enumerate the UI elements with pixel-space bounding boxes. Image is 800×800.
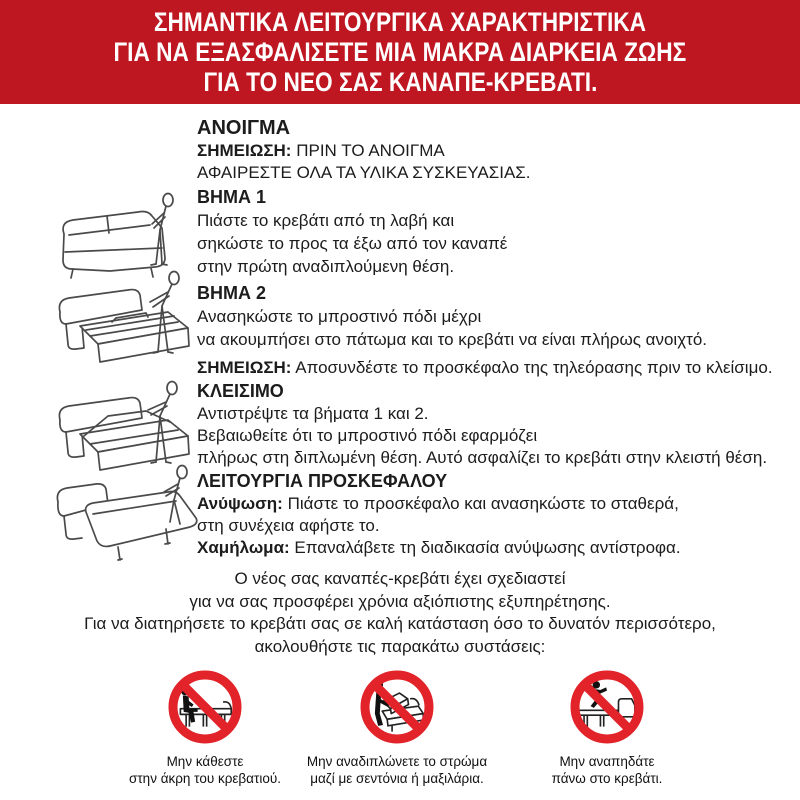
outro-paragraph [0,568,800,658]
opening-note-line-2: ΑΦΑΙΡΕΣΤΕ ΟΛΑ ΤΑ ΥΛΙΚΑ ΣΥΣΚΕΥΑΣΙΑΣ. [197,163,531,182]
note-label: ΣΗΜΕΙΩΣΗ: [197,141,292,160]
headrest-lower-line: Χαμήλωμα: Επαναλάβετε τη διαδικασία ανύψωσης αντίστροφα. [197,538,681,557]
banner-line-2: ΓΙΑ ΝΑ ΕΞΑΣΦΑΛΙΣΕΤΕ ΜΙΑ ΜΑΚΡΑ ΔΙΑΡΚΕΙΑ ΖΩΗΣ [113,37,687,67]
banner-line-1: ΣΗΜΑΝΤΙΚΑ ΛΕΙΤΟΥΡΓΙΚΑ ΧΑΡΑΚΤΗΡΙΣΤΙΚΑ [153,7,647,37]
step2-title: ΒΗΜΑ 2 [197,283,267,303]
headrest-title: ΛΕΙΤΟΥΡΓΙΑ ΠΡΟΣΚΕΦΑΛΟΥ [197,471,448,491]
no-jumping-on-bed-icon [566,666,648,748]
outro-line-4: ακολουθήστε τις παρακάτω συστάσεις: [254,636,546,656]
outro-line-1: Ο νέος σας καναπές-κρεβάτι έχει σχεδιαστεί [234,569,566,588]
raise-label: Ανύψωση: [197,494,283,513]
prohibition-caption: Μην αναπηδάτε πάνω στο κρεβάτι. [551,754,663,786]
open-bed-headrest-illustration [48,462,210,564]
section-step2 [197,282,707,351]
step1-line-2: σηκώστε το προς τα έξω από τον καναπέ [197,234,508,253]
header-banner [0,0,800,104]
step1-line-3: στην πρώτη αναδιπλούμενη θέση. [197,257,455,276]
closing-line-1: Αντιστρέψτε τα βήματα 1 και 2. [197,404,429,423]
step2-unfold-bed-illustration [50,268,208,372]
headrest-raise-line-1: Ανύψωση: Πιάστε το προσκέφαλο και ανασηκώστε το σταθερά, [197,494,679,513]
opening-title: ΑΝΟΙΓΜΑ [197,117,291,139]
section-headrest [197,469,681,559]
banner-line-3: ΓΙΑ ΤΟ ΝΕΟ ΣΑΣ ΚΑΝΑΠΕ-ΚΡΕΒΑΤΙ. [203,67,597,97]
headrest-raise-line-2: στη συνέχεια αφήστε το. [197,516,380,535]
closing-line-3: πλήρως στη διπλωμένη θέση. Αυτό ασφαλίζει το κρεβάτι στην κλειστή θέση. [197,448,768,467]
section-closing [197,357,773,469]
note-label: ΣΗΜΕΙΩΣΗ: [197,358,292,377]
step2-line-2: να ακουμπήσει στο πάτωμα και το κρεβάτι να είναι πλήρως ανοιχτό. [197,330,708,349]
prohibition-caption: Μην αναδιπλώνετε το στρώμα μαζί με σεντόνια ή μαξιλάρια. [306,754,488,786]
step2-line-1: Ανασηκώστε το μπροστινό πόδι μέχρι [197,307,482,326]
step1-line-1: Πιάστε το κρεβάτι από τη λαβή και [197,211,455,230]
outro-line-3: Για να διατηρήσετε το κρεβάτι σας σε καλή κατάσταση όσο το δυνατόν περισσότερο, [84,614,716,633]
prohibition-item-3 [477,666,737,787]
opening-note-line-1: ΣΗΜΕΙΩΣΗ: ΠΡΙΝ ΤΟ ΑΝΟΙΓΜΑ [197,141,445,160]
closing-line-2: Βεβαιωθείτε ότι το μπροστινό πόδι εφαρμόζει [197,426,538,445]
section-opening [197,116,531,184]
lower-label: Χαμήλωμα: [197,538,290,557]
prohibition-caption: Μην κάθεστε στην άκρη του κρεβατιού. [129,754,281,786]
step1-title: ΒΗΜΑ 1 [197,187,267,207]
no-folding-mattress-with-bedding-icon [356,666,438,748]
closing-title: ΚΛΕΙΣΙΜΟ [197,381,284,401]
outro-line-2: για να σας προσφέρει χρόνια αξιόπιστης εξυπηρέτησης. [189,591,611,611]
closing-note-line: ΣΗΜΕΙΩΣΗ: Αποσυνδέστε το προσκέφαλο της τηλεόρασης πριν το κλείσιμο. [197,358,773,377]
section-step1 [197,186,507,278]
no-sitting-on-bed-edge-icon [164,666,246,748]
